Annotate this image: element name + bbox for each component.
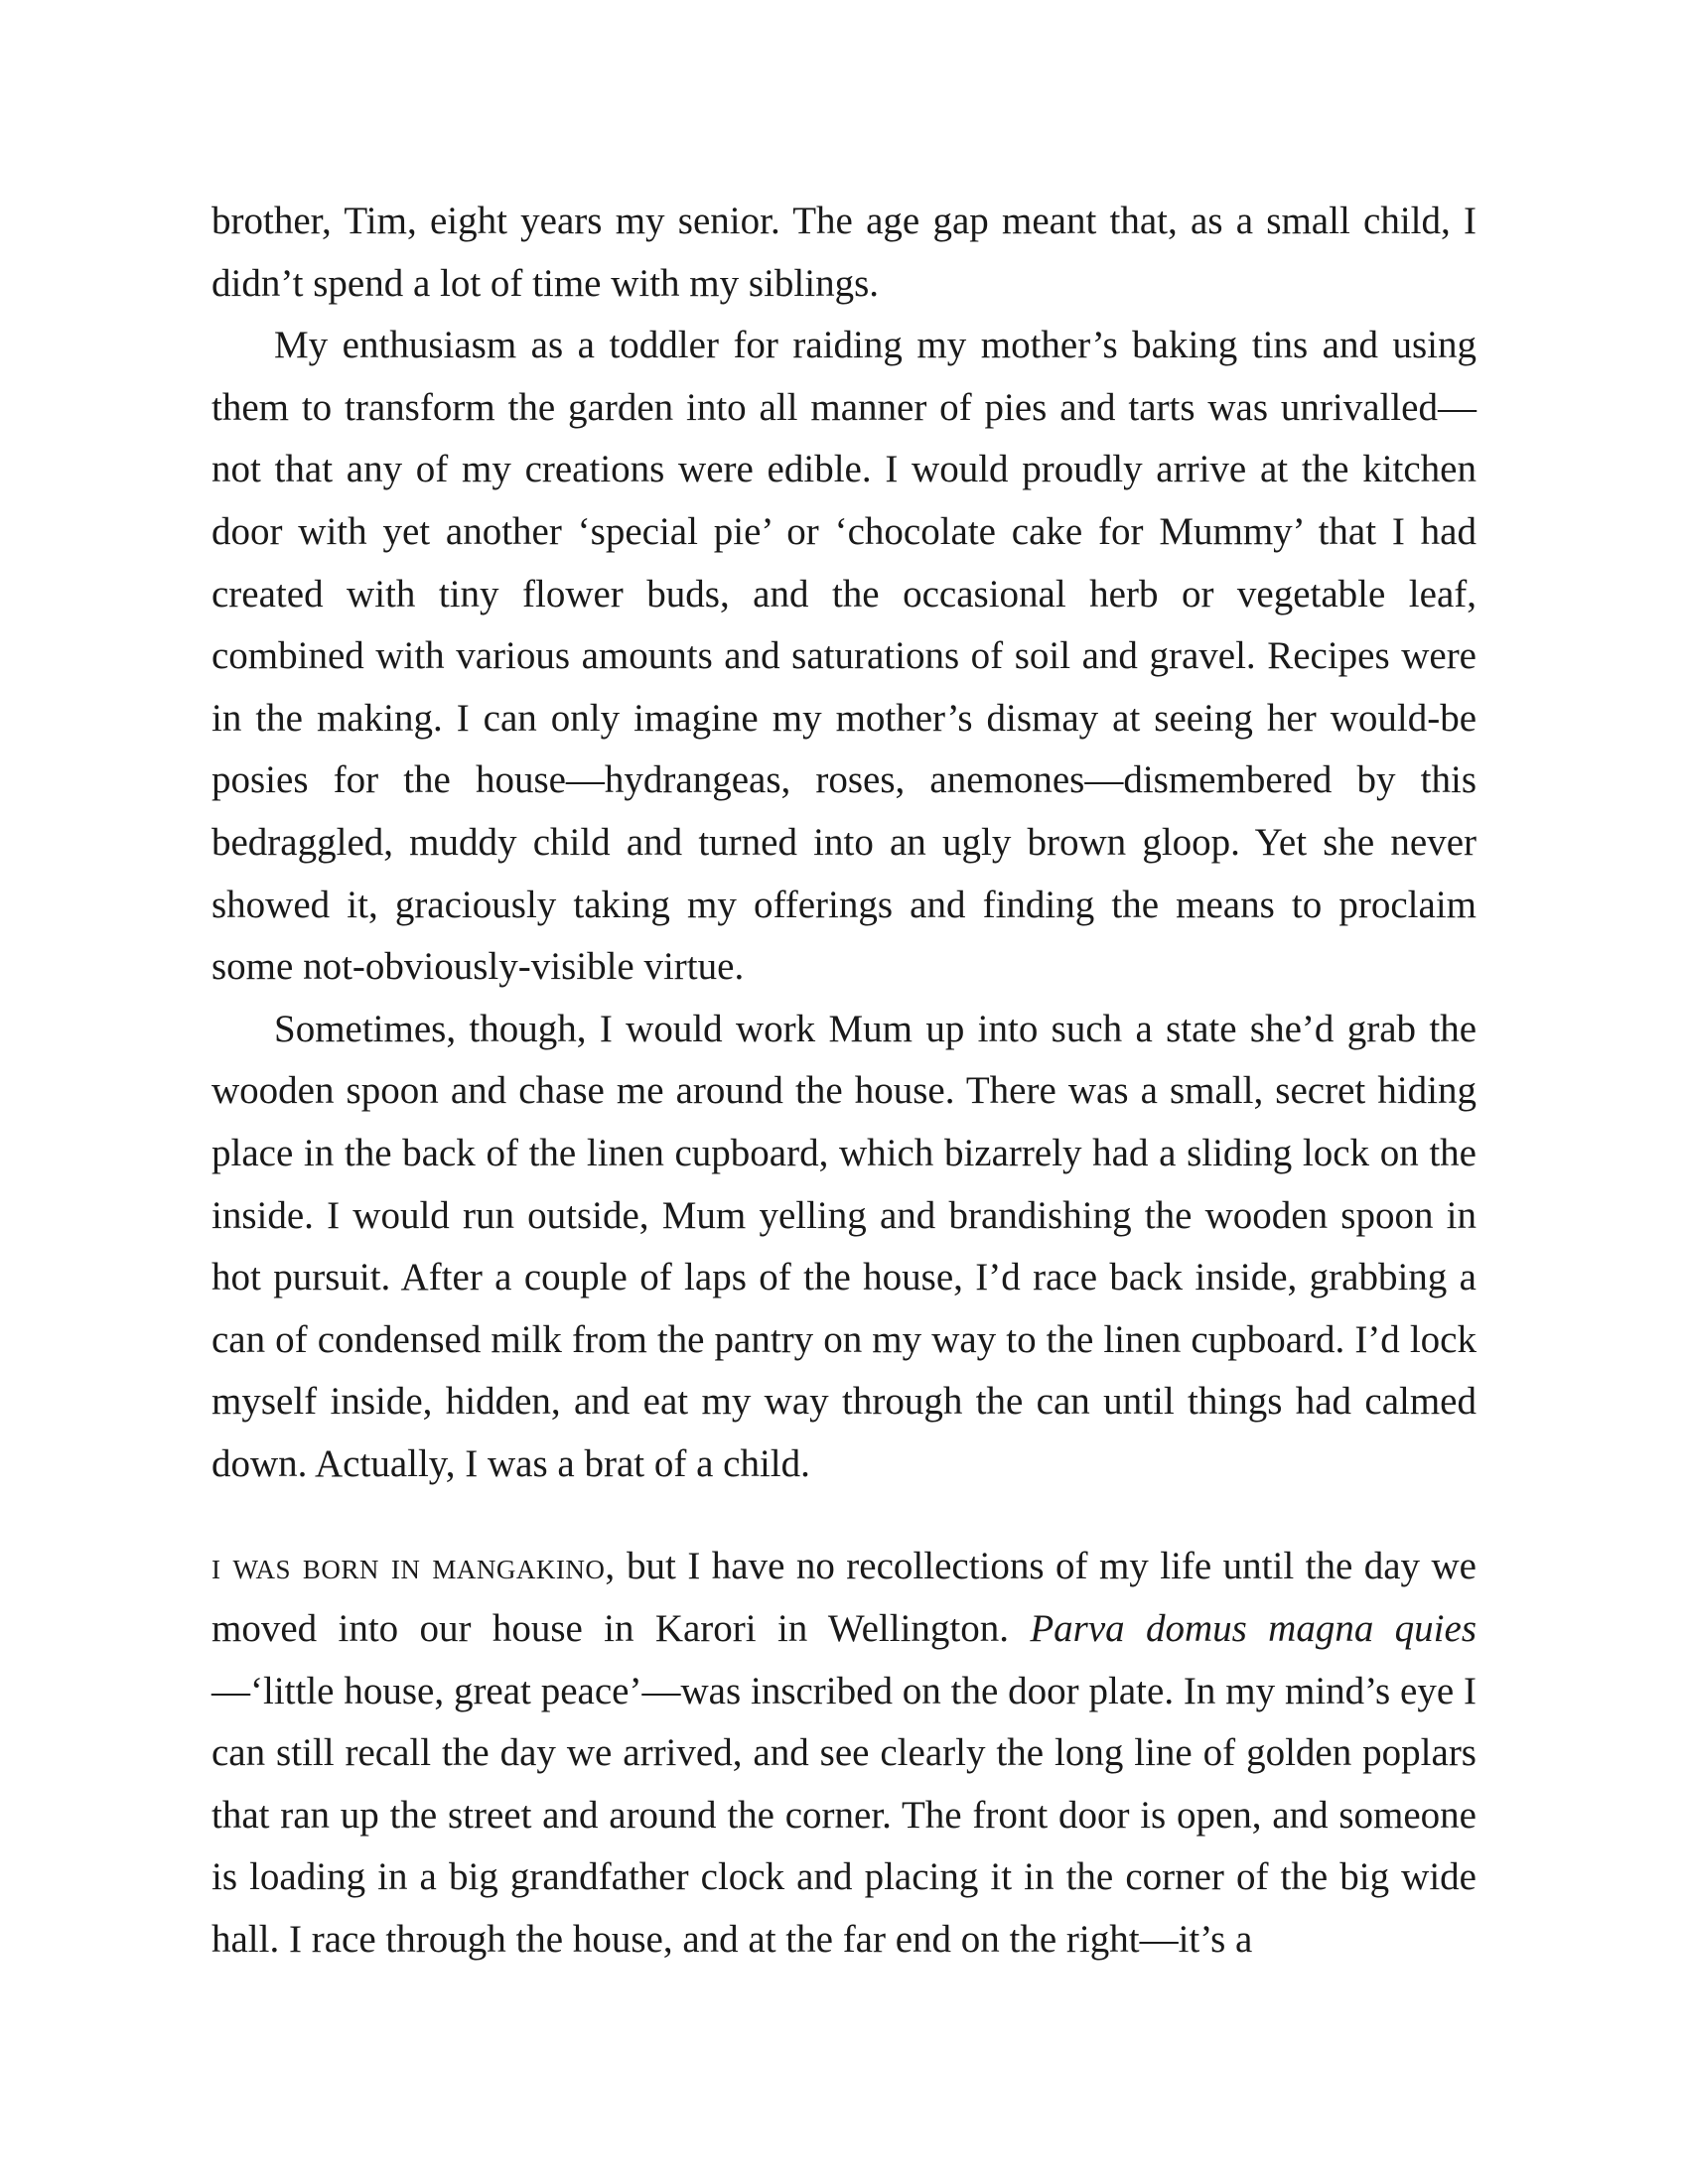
paragraph-1: brother, Tim, eight years my senior. The age gap meant that, as a small child, I didn’t spend a lot of time with my siblings. — [211, 200, 1477, 305]
paragraph-2: My enthusiasm as a toddler for raiding my mother’s baking tins and using them to transform the garden into all manner of pies and tarts was unrivalled—not that any of my creations were edible. I would proudly arrive at the kitchen door with yet another ‘special pie’ or ‘chocolate cake for Mummy’ that I had created with tiny flower buds, and the occasional herb or vegetable leaf, combined with various amounts and saturations of soil and gravel. Recipes were in the making. I can only imagine my mother’s dismay at seeing her would-be posies for the house—hydrangeas, roses, anemones—dismembered by this bedraggled, muddy child and turned into an ugly brown gloop. Yet she never showed it, graciously taking my offerings and finding the means to proclaim some not-obviously-visible virtue. — [211, 324, 1477, 989]
section-break — [211, 1495, 1477, 1536]
paragraph-4-text-b: —‘little house, great peace’—was inscribed on the door plate. In my mind’s eye I can still recall the day we arrived, and see clearly the long line of golden poplars that ran up the street and around the corner. The front door is open, and someone is loading in a big grandfather clock and placing it in the corner of the big wide hall. I race through the house, and at the far end on the right—it’s a — [211, 1669, 1477, 1962]
paragraph-4-text-a: but I have no recollections of my life until the day we moved into our house in Karori in Wellington. — [211, 1545, 1477, 1651]
book-page — [211, 191, 1477, 1972]
latin-motto: Parva domus magna quies — [1030, 1607, 1477, 1651]
section-lead-in: i was born in mangakino, — [211, 1545, 616, 1588]
paragraph-4 — [211, 1536, 1477, 1971]
paragraph-3: Sometimes, though, I would work Mum up into such a state she’d grab the wooden spoon and chase me around the house. There was a small, secret hiding place in the back of the linen cupboard, which bizarrely had a sliding lock on the inside. I would run outside, Mum yelling and brandishing the wooden spoon in hot pursuit. After a couple of laps of the house, I’d race back inside, grabbing a can of condensed milk from the pantry on my way to the linen cupboard. I’d lock myself inside, hidden, and eat my way through the can until things had calmed down. Actually, I was a brat of a child. — [211, 1007, 1477, 1485]
